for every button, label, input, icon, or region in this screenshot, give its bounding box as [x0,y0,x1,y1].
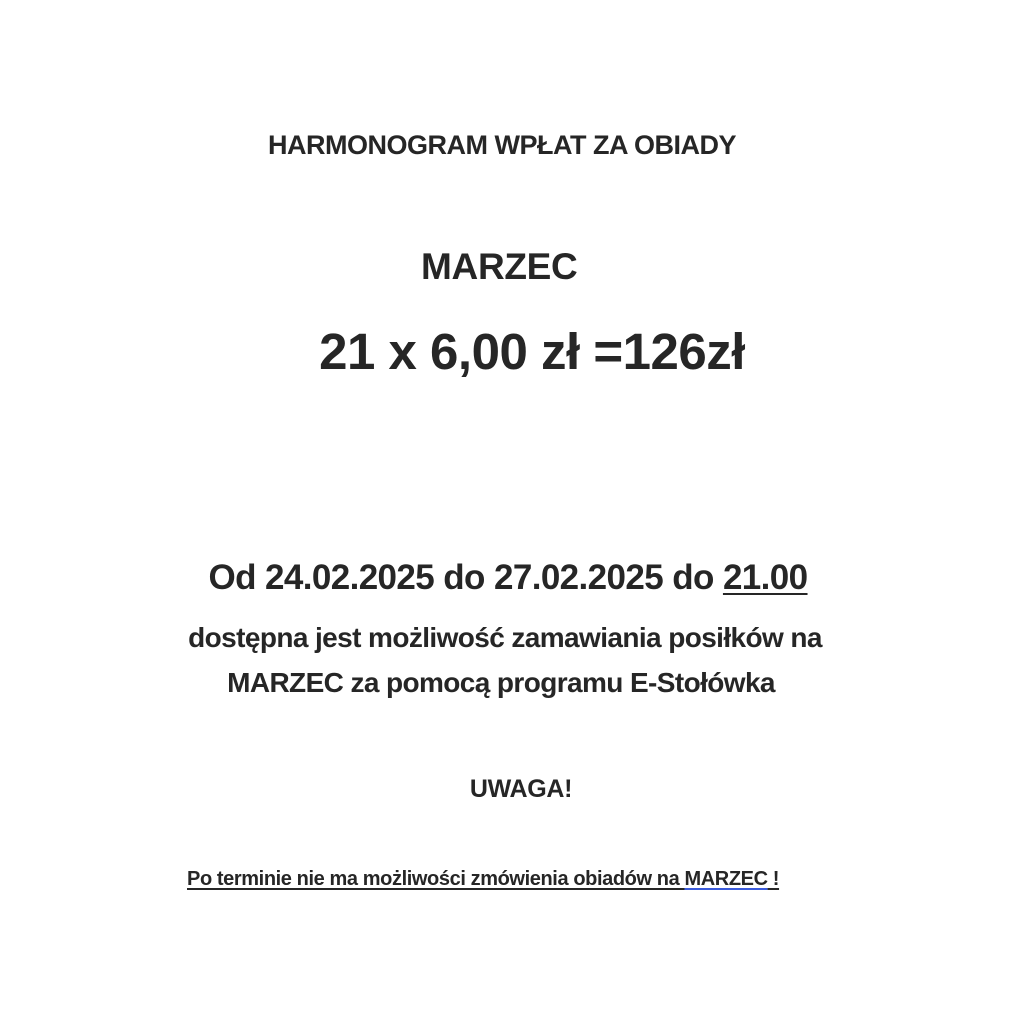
ordering-period [0,558,1016,598]
info-line-1: dostępna jest możliwość zamawiania posiłków na [188,622,822,653]
document-title: HARMONOGRAM WPŁAT ZA OBIADY [268,130,736,160]
deadline-note [171,868,779,891]
month-heading: MARZEC [421,246,578,287]
info-line-2: MARZEC za pomocą programu E-Stołówka [227,667,775,698]
note-end: ! [767,868,780,890]
note-text: Po terminie nie ma możliwości zmówienia obiadów na [187,868,685,890]
note-month: MARZEC [684,868,768,890]
ordering-period-dates: Od 24.02.2025 do 27.02.2025 do [208,558,723,597]
warning-heading: UWAGA! [469,775,573,803]
price-calculation: 21 x 6,00 zł =126zł [319,323,745,380]
ordering-deadline-time: 21.00 [722,558,808,597]
